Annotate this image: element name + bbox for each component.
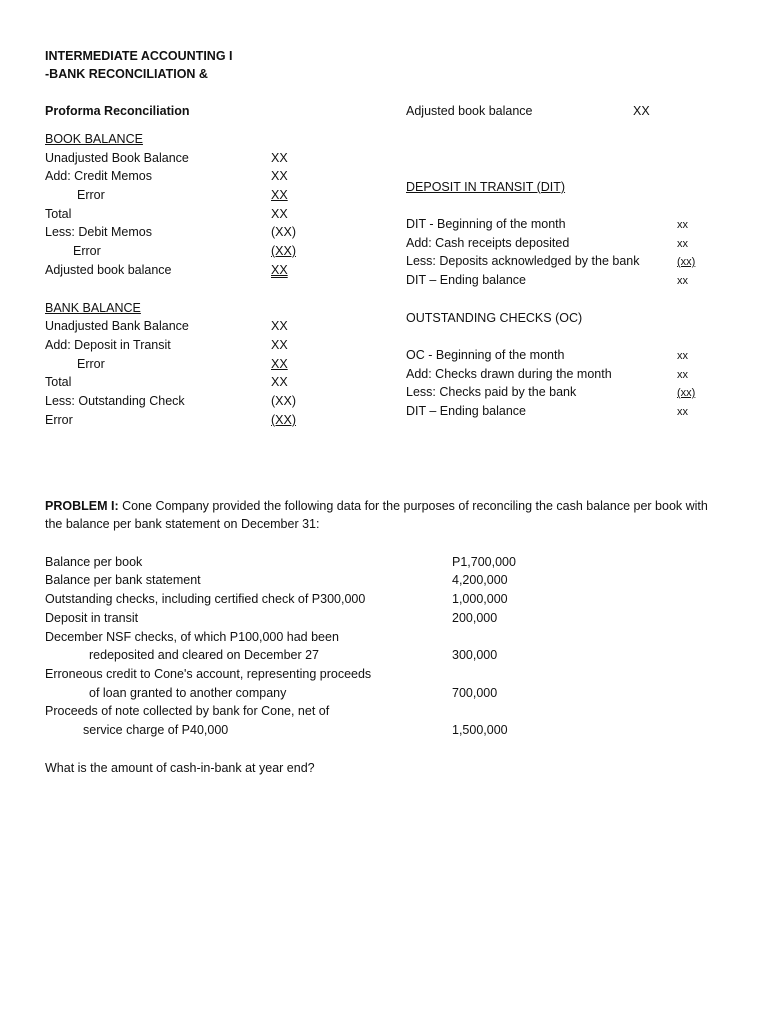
book-row-value: XX bbox=[271, 169, 288, 183]
bank-row-label: Add: Deposit in Transit bbox=[45, 338, 171, 352]
oc-row-value: (xx) bbox=[677, 387, 696, 399]
problem-item-label: December NSF checks, of which P100,000 had been bbox=[45, 630, 339, 644]
document-title: INTERMEDIATE ACCOUNTING I bbox=[45, 49, 233, 63]
bank-row-value: (XX) bbox=[271, 394, 296, 408]
document-subtitle: -BANK RECONCILIATION & bbox=[45, 67, 208, 81]
problem-item-label-continued: redeposited and cleared on December 27 bbox=[89, 648, 320, 662]
problem-item-value: 1,500,000 bbox=[452, 723, 508, 737]
problem-item-value: P1,700,000 bbox=[452, 555, 516, 569]
bank-row-value: XX bbox=[271, 357, 288, 371]
problem-item-label: Outstanding checks, including certified check of P300,000 bbox=[45, 592, 366, 606]
problem-intro-line-2: the balance per bank statement on December 31: bbox=[45, 517, 320, 531]
problem-item-label-continued: of loan granted to another company bbox=[89, 686, 287, 700]
problem-intro-text: Cone Company provided the following data for the purposes of reconciling the cash balance per book with bbox=[118, 499, 708, 513]
bank-row-value: XX bbox=[271, 338, 288, 352]
oc-row-value: xx bbox=[677, 406, 688, 418]
book-row-label: Adjusted book balance bbox=[45, 263, 172, 277]
bank-row-value: (XX) bbox=[271, 413, 296, 427]
book-row-label: Unadjusted Book Balance bbox=[45, 151, 189, 165]
problem-item-value: 700,000 bbox=[452, 686, 498, 700]
dit-row-value: (xx) bbox=[677, 256, 696, 268]
problem-item-label: Balance per bank statement bbox=[45, 573, 201, 587]
proforma-heading: Proforma Reconciliation bbox=[45, 104, 190, 118]
bank-row-label: Error bbox=[77, 357, 105, 371]
oc-row-value: xx bbox=[677, 369, 688, 381]
bank-row-label: Unadjusted Bank Balance bbox=[45, 319, 189, 333]
book-row-label: Less: Debit Memos bbox=[45, 225, 152, 239]
problem-item-label: Balance per book bbox=[45, 555, 143, 569]
bank-row-value: XX bbox=[271, 319, 288, 333]
book-row-label: Error bbox=[77, 188, 105, 202]
oc-row-label: Less: Checks paid by the bank bbox=[406, 385, 577, 399]
dit-row-value: xx bbox=[677, 219, 688, 231]
oc-row-value: xx bbox=[677, 350, 688, 362]
book-row-label: Total bbox=[45, 207, 72, 221]
bank-balance-heading: BANK BALANCE bbox=[45, 301, 141, 315]
adjusted-balance-value: XX bbox=[633, 104, 650, 118]
bank-row-label: Total bbox=[45, 375, 72, 389]
bank-row-label: Error bbox=[45, 413, 73, 427]
dit-row-label: DIT - Beginning of the month bbox=[406, 217, 566, 231]
book-row-value: XX bbox=[271, 151, 288, 165]
problem-item-value: 300,000 bbox=[452, 648, 498, 662]
bank-row-label: Less: Outstanding Check bbox=[45, 394, 185, 408]
oc-row-label: Add: Checks drawn during the month bbox=[406, 367, 612, 381]
dit-heading: DEPOSIT IN TRANSIT (DIT) bbox=[406, 180, 566, 194]
problem-item-value: 200,000 bbox=[452, 611, 498, 625]
dit-row-label: Add: Cash receipts deposited bbox=[406, 236, 570, 250]
dit-row-value: xx bbox=[677, 238, 688, 250]
problem-item-label-continued: service charge of P40,000 bbox=[83, 723, 229, 737]
problem-question: What is the amount of cash-in-bank at year end? bbox=[45, 761, 315, 775]
bank-row-value: XX bbox=[271, 375, 288, 389]
book-row-value: XX bbox=[271, 263, 288, 277]
book-row-label: Add: Credit Memos bbox=[45, 169, 152, 183]
book-row-value: XX bbox=[271, 207, 288, 221]
book-row-value: (XX) bbox=[271, 244, 296, 258]
problem-item-label: Proceeds of note collected by bank for Cone, net of bbox=[45, 704, 330, 718]
problem-item-label: Deposit in transit bbox=[45, 611, 139, 625]
dit-row-label: Less: Deposits acknowledged by the bank bbox=[406, 254, 640, 268]
problem-item-label: Erroneous credit to Cone's account, representing proceeds bbox=[45, 667, 372, 681]
problem-label: PROBLEM I: bbox=[45, 499, 119, 513]
book-row-value: XX bbox=[271, 188, 288, 202]
book-row-value: (XX) bbox=[271, 225, 296, 239]
problem-item-value: 1,000,000 bbox=[452, 592, 508, 606]
dit-row-label: DIT – Ending balance bbox=[406, 273, 526, 287]
book-balance-heading: BOOK BALANCE bbox=[45, 132, 143, 146]
oc-row-label: DIT – Ending balance bbox=[406, 404, 526, 418]
problem-item-value: 4,200,000 bbox=[452, 573, 508, 587]
book-row-label: Error bbox=[73, 244, 101, 258]
oc-row-label: OC - Beginning of the month bbox=[406, 348, 565, 362]
adjusted-balance-label: Adjusted book balance bbox=[406, 104, 533, 118]
dit-row-value: xx bbox=[677, 275, 688, 287]
oc-heading: OUTSTANDING CHECKS (OC) bbox=[406, 311, 583, 325]
problem-intro-line-1 bbox=[45, 498, 708, 514]
